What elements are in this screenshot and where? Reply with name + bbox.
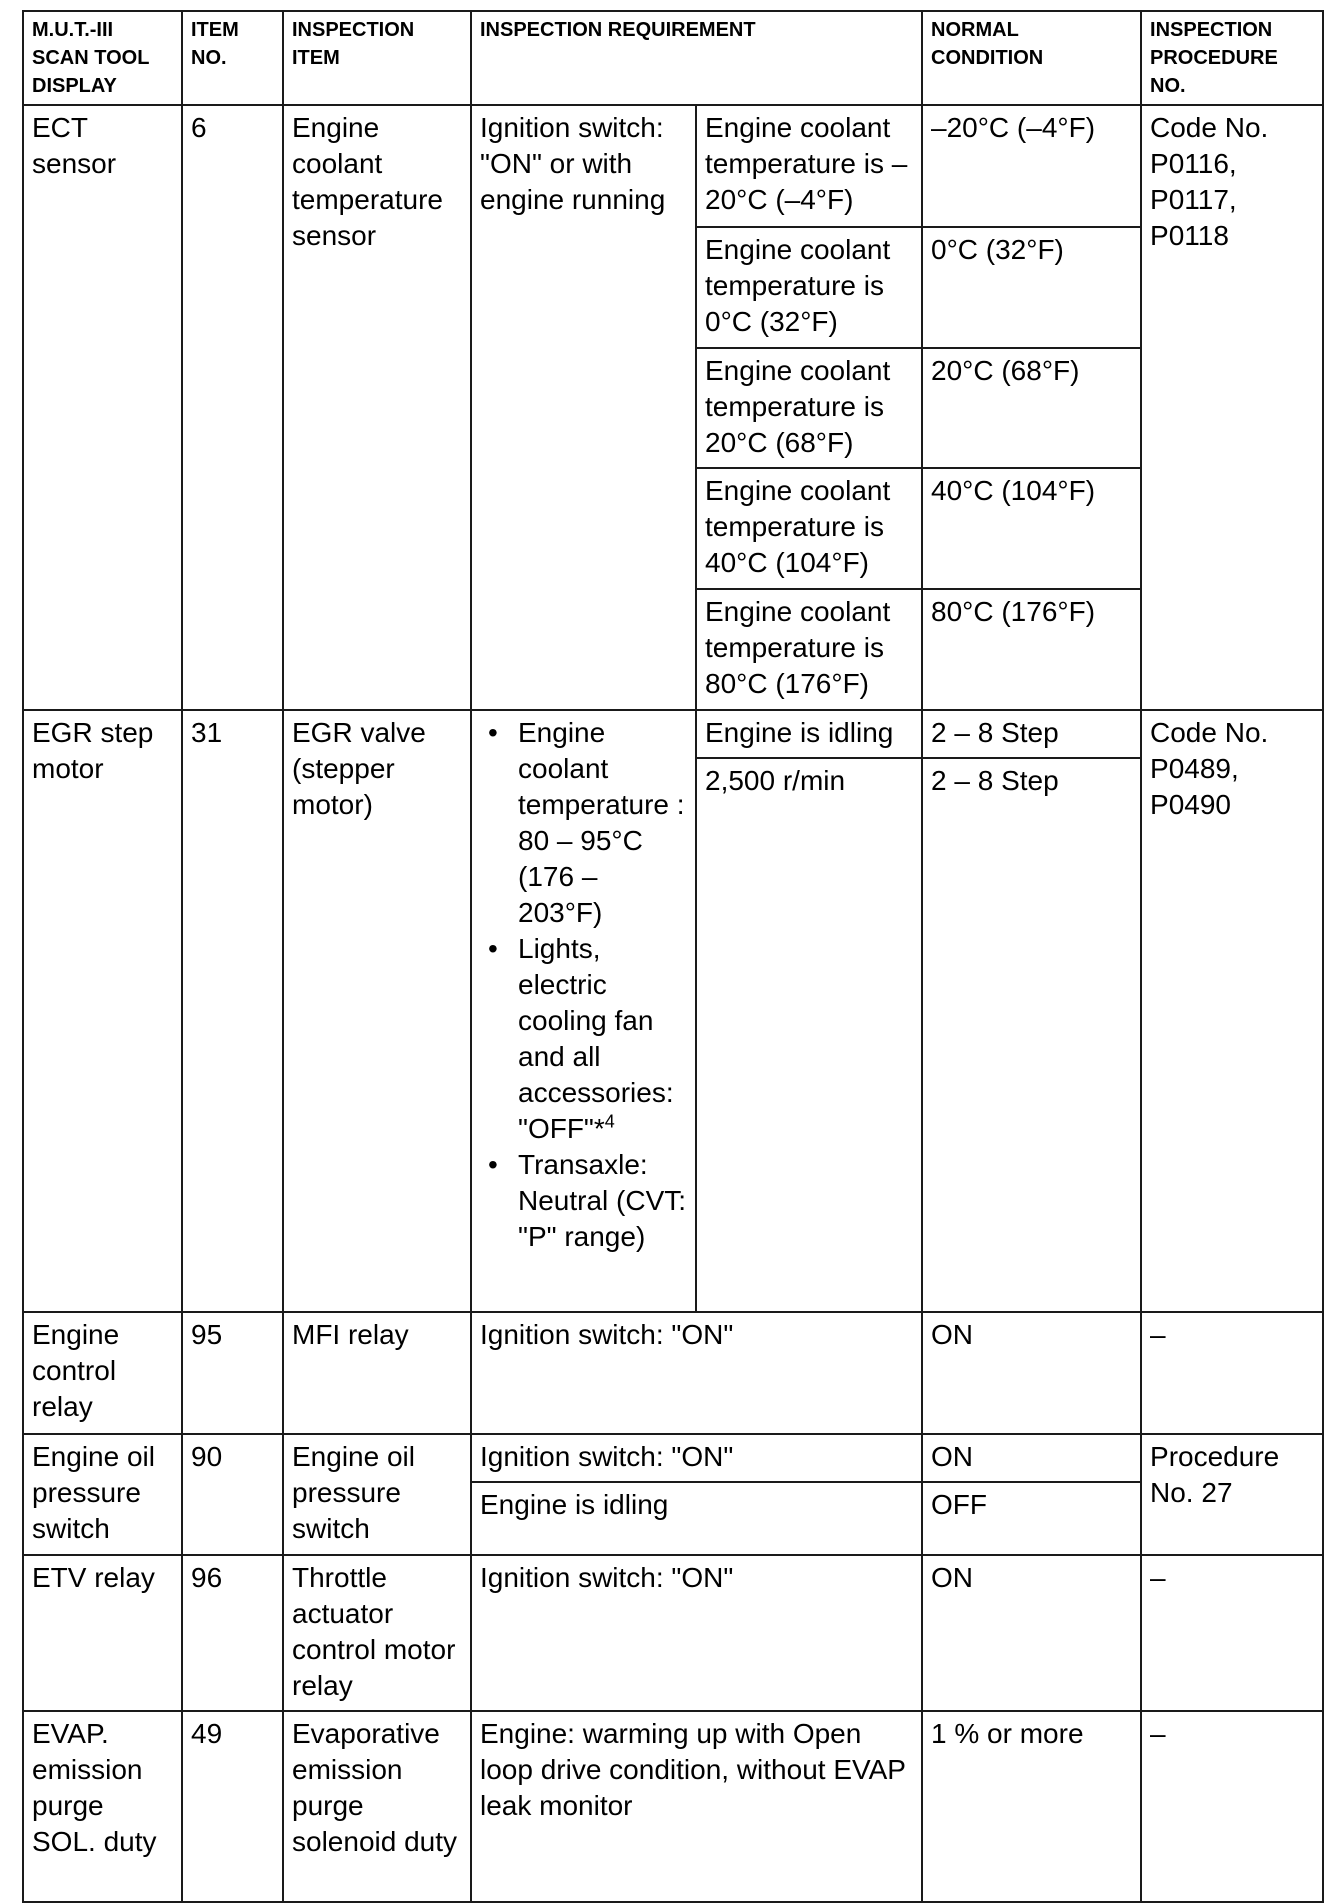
ect-normal: –20°C (–4°F) [922, 105, 1141, 227]
egr-procedure: Code No. P0489, P0490 [1141, 710, 1323, 1312]
evap-procedure: – [1141, 1711, 1323, 1902]
evap-item: Evaporative emission purge solenoid duty [283, 1711, 471, 1902]
table-row [23, 1711, 1323, 1902]
ect-condition: Engine coolant temperature is 40°C (104°F) [696, 468, 922, 589]
etv-display: ETV relay [23, 1555, 182, 1711]
etv-normal: ON [922, 1555, 1141, 1711]
ecr-requirement: Ignition switch: "ON" [471, 1312, 922, 1434]
ect-condition: Engine coolant temperature is 20°C (68°F) [696, 348, 922, 468]
egr-requirement [471, 710, 696, 1312]
oil-item-no: 90 [182, 1434, 283, 1555]
oil-requirement: Ignition switch: "ON" [471, 1434, 922, 1482]
egr-normal: 2 – 8 Step [922, 758, 1141, 1312]
ect-condition: Engine coolant temperature is –20°C (–4°F) [696, 105, 922, 227]
oil-procedure: Procedure No. 27 [1141, 1434, 1323, 1555]
egr-condition: Engine is idling [696, 710, 922, 758]
ect-normal: 20°C (68°F) [922, 348, 1141, 468]
etv-item: Throttle actuator control motor relay [283, 1555, 471, 1711]
oil-normal: OFF [922, 1482, 1141, 1555]
list-item [518, 931, 687, 1147]
ect-procedure: Code No. P0116, P0117, P0118 [1141, 105, 1323, 710]
egr-normal: 2 – 8 Step [922, 710, 1141, 758]
table-row [23, 1555, 1323, 1711]
ect-item-no: 6 [182, 105, 283, 710]
evap-display: EVAP. emission purge SOL. duty [23, 1711, 182, 1902]
table-row [23, 1312, 1323, 1434]
egr-item-no: 31 [182, 710, 283, 1312]
list-item: • Engine coolant temperature : 80 – 95°C (176 – 203°F) [518, 715, 687, 931]
oil-normal: ON [922, 1434, 1141, 1482]
ect-normal: 80°C (176°F) [922, 589, 1141, 710]
table-row [23, 710, 1323, 758]
egr-display: EGR step motor [23, 710, 182, 1312]
data-list-table [22, 10, 1324, 1903]
evap-normal: 1 % or more [922, 1711, 1141, 1902]
egr-condition: 2,500 r/min [696, 758, 922, 1312]
ecr-item-no: 95 [182, 1312, 283, 1434]
oil-requirement: Engine is idling [471, 1482, 922, 1555]
header-display: M.U.T.-III SCAN TOOL DISPLAY [23, 11, 182, 105]
ecr-procedure: – [1141, 1312, 1323, 1434]
service-manual-page [22, 10, 1324, 1903]
egr-item: EGR valve (stepper motor) [283, 710, 471, 1312]
header-row [23, 11, 1323, 105]
etv-procedure: – [1141, 1555, 1323, 1711]
ect-item: Engine coolant temperature sensor [283, 105, 471, 710]
oil-item: Engine oil pressure switch [283, 1434, 471, 1555]
ecr-item: MFI relay [283, 1312, 471, 1434]
ect-condition: Engine coolant temperature is 0°C (32°F) [696, 227, 922, 348]
ect-display: ECT sensor [23, 105, 182, 710]
ect-requirement: Ignition switch: "ON" or with engine running [471, 105, 696, 710]
evap-requirement: Engine: warming up with Open loop drive condition, without EVAP leak monitor [471, 1711, 922, 1902]
egr-requirement-list [480, 715, 687, 1255]
ect-normal: 0°C (32°F) [922, 227, 1141, 348]
ecr-normal: ON [922, 1312, 1141, 1434]
etv-requirement: Ignition switch: "ON" [471, 1555, 922, 1711]
header-procedure-no: INSPECTION PROCEDURE NO. [1141, 11, 1323, 105]
oil-display: Engine oil pressure switch [23, 1434, 182, 1555]
ecr-display: Engine control relay [23, 1312, 182, 1434]
footnote-mark: 4 [604, 1111, 615, 1132]
header-inspection-item: INSPECTION ITEM [283, 11, 471, 105]
ect-condition: Engine coolant temperature is 80°C (176°F) [696, 589, 922, 710]
etv-item-no: 96 [182, 1555, 283, 1711]
bullet-text: Lights, electric cooling fan and all accessories: "OFF"* [518, 933, 674, 1144]
header-item-no: ITEM NO. [182, 11, 283, 105]
header-requirement: INSPECTION REQUIREMENT [471, 11, 922, 105]
ect-normal: 40°C (104°F) [922, 468, 1141, 589]
list-item: • Transaxle: Neutral (CVT: "P" range) [518, 1147, 687, 1255]
header-normal-condition: NORMAL CONDITION [922, 11, 1141, 105]
evap-item-no: 49 [182, 1711, 283, 1902]
table-row [23, 105, 1323, 227]
table-row [23, 1434, 1323, 1482]
